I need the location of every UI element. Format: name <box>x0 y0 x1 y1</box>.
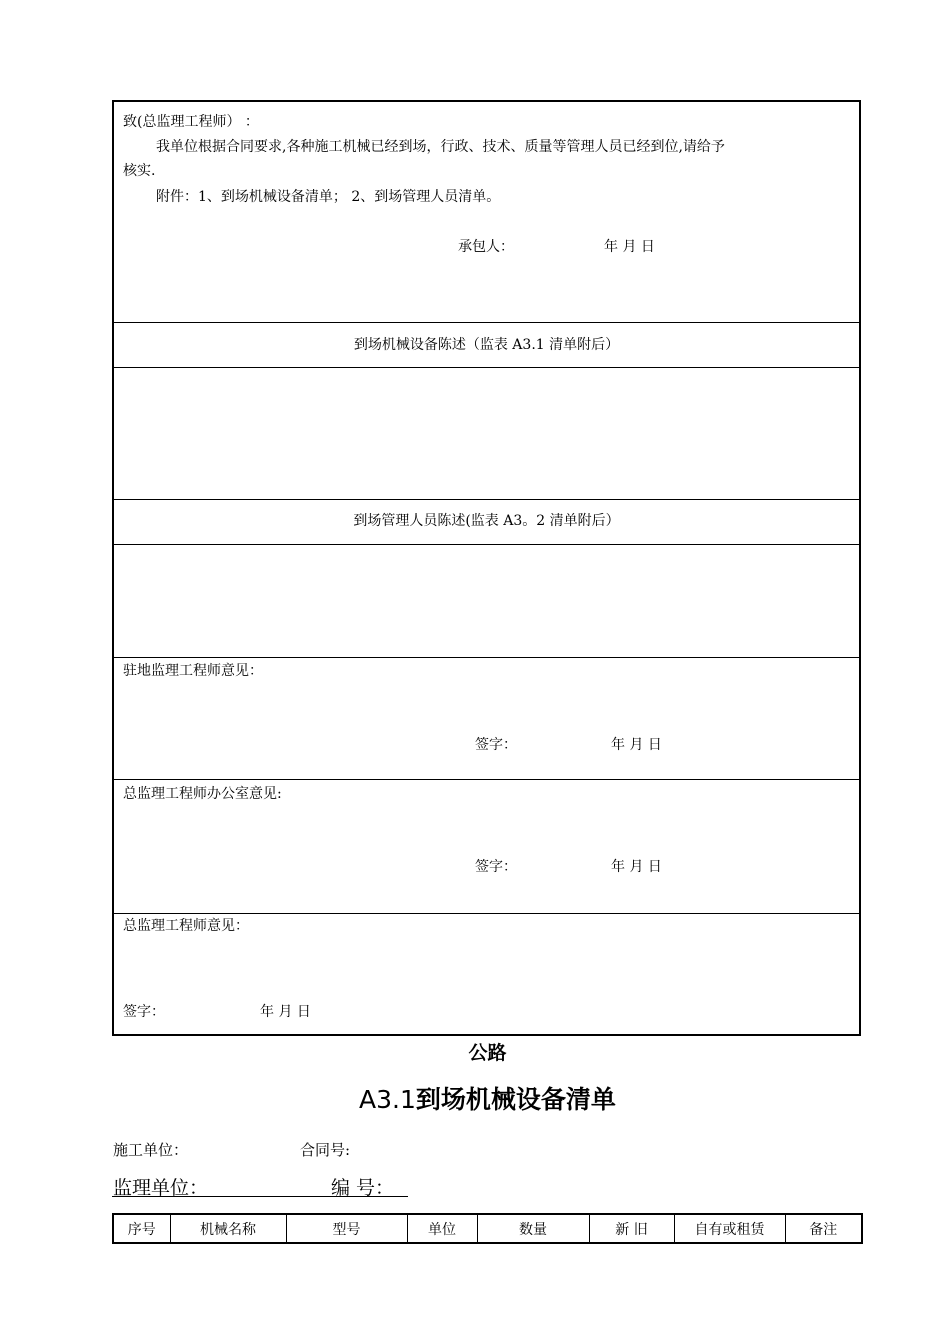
list-title: 到场机械设备清单 <box>415 1085 616 1114</box>
chief-opinion-label: 总监理工程师意见： <box>123 918 249 934</box>
contract-no-label: 合同号: <box>300 1141 351 1159</box>
personnel-title: 到场管理人员陈述(监表 A3。2 清单附后） <box>353 513 620 529</box>
table-header-row <box>113 1214 862 1243</box>
letter-section <box>114 102 859 323</box>
road-heading: 公路 <box>468 1042 507 1064</box>
attachments: 附件：1、到场机械设备清单； 2、到场管理人员清单。 <box>156 189 501 205</box>
approval-form <box>112 100 861 1036</box>
contractor-label: 承包人： <box>458 239 514 255</box>
header-machine-name: 机械名称 <box>170 1214 286 1243</box>
form-code: A3.1 <box>359 1085 416 1114</box>
header-unit: 单位 <box>407 1214 477 1243</box>
supervision-underline <box>112 1196 408 1197</box>
equipment-title-row <box>114 323 859 368</box>
header-serial: 序号 <box>113 1214 170 1243</box>
header-remarks: 备注 <box>785 1214 862 1243</box>
header-ownership: 自有或租赁 <box>674 1214 785 1243</box>
addressee: 致(总监理工程师） ： <box>123 114 259 130</box>
letter-body-line1: 我单位根据合同要求,各种施工机械已经到场，行政、技术、质量等管理人员已经到位,请给予 <box>156 139 725 155</box>
chief-sign-label: 签字： <box>123 1004 165 1020</box>
equipment-title: 到场机械设备陈述（监表 A3.1 清单附后） <box>353 337 620 353</box>
equipment-description-area <box>114 368 859 500</box>
equipment-list-table <box>112 1213 863 1244</box>
header-quantity: 数量 <box>477 1214 589 1243</box>
office-sign-label: 签字： <box>475 859 517 875</box>
list-heading <box>0 1080 950 1116</box>
personnel-description-area <box>114 545 859 658</box>
office-date: 年 月 日 <box>611 859 662 875</box>
office-opinion-section <box>114 780 859 914</box>
resident-date: 年 月 日 <box>611 737 662 753</box>
supervision-unit-label: 监理单位： <box>113 1177 209 1199</box>
office-opinion-label: 总监理工程师办公室意见: <box>123 786 282 802</box>
construction-unit-label: 施工单位： <box>113 1141 189 1159</box>
resident-sign-label: 签字： <box>475 737 517 753</box>
personnel-title-row <box>114 500 859 545</box>
serial-no-label: 编 号： <box>331 1177 395 1199</box>
header-model: 型号 <box>286 1214 407 1243</box>
resident-opinion-section <box>114 658 859 780</box>
resident-opinion-label: 驻地监理工程师意见： <box>123 663 263 679</box>
header-condition: 新 旧 <box>589 1214 674 1243</box>
chief-opinion-section <box>114 914 859 1036</box>
contractor-date: 年 月 日 <box>604 239 655 255</box>
chief-date: 年 月 日 <box>260 1004 311 1020</box>
letter-body-line2: 核实. <box>123 163 156 179</box>
